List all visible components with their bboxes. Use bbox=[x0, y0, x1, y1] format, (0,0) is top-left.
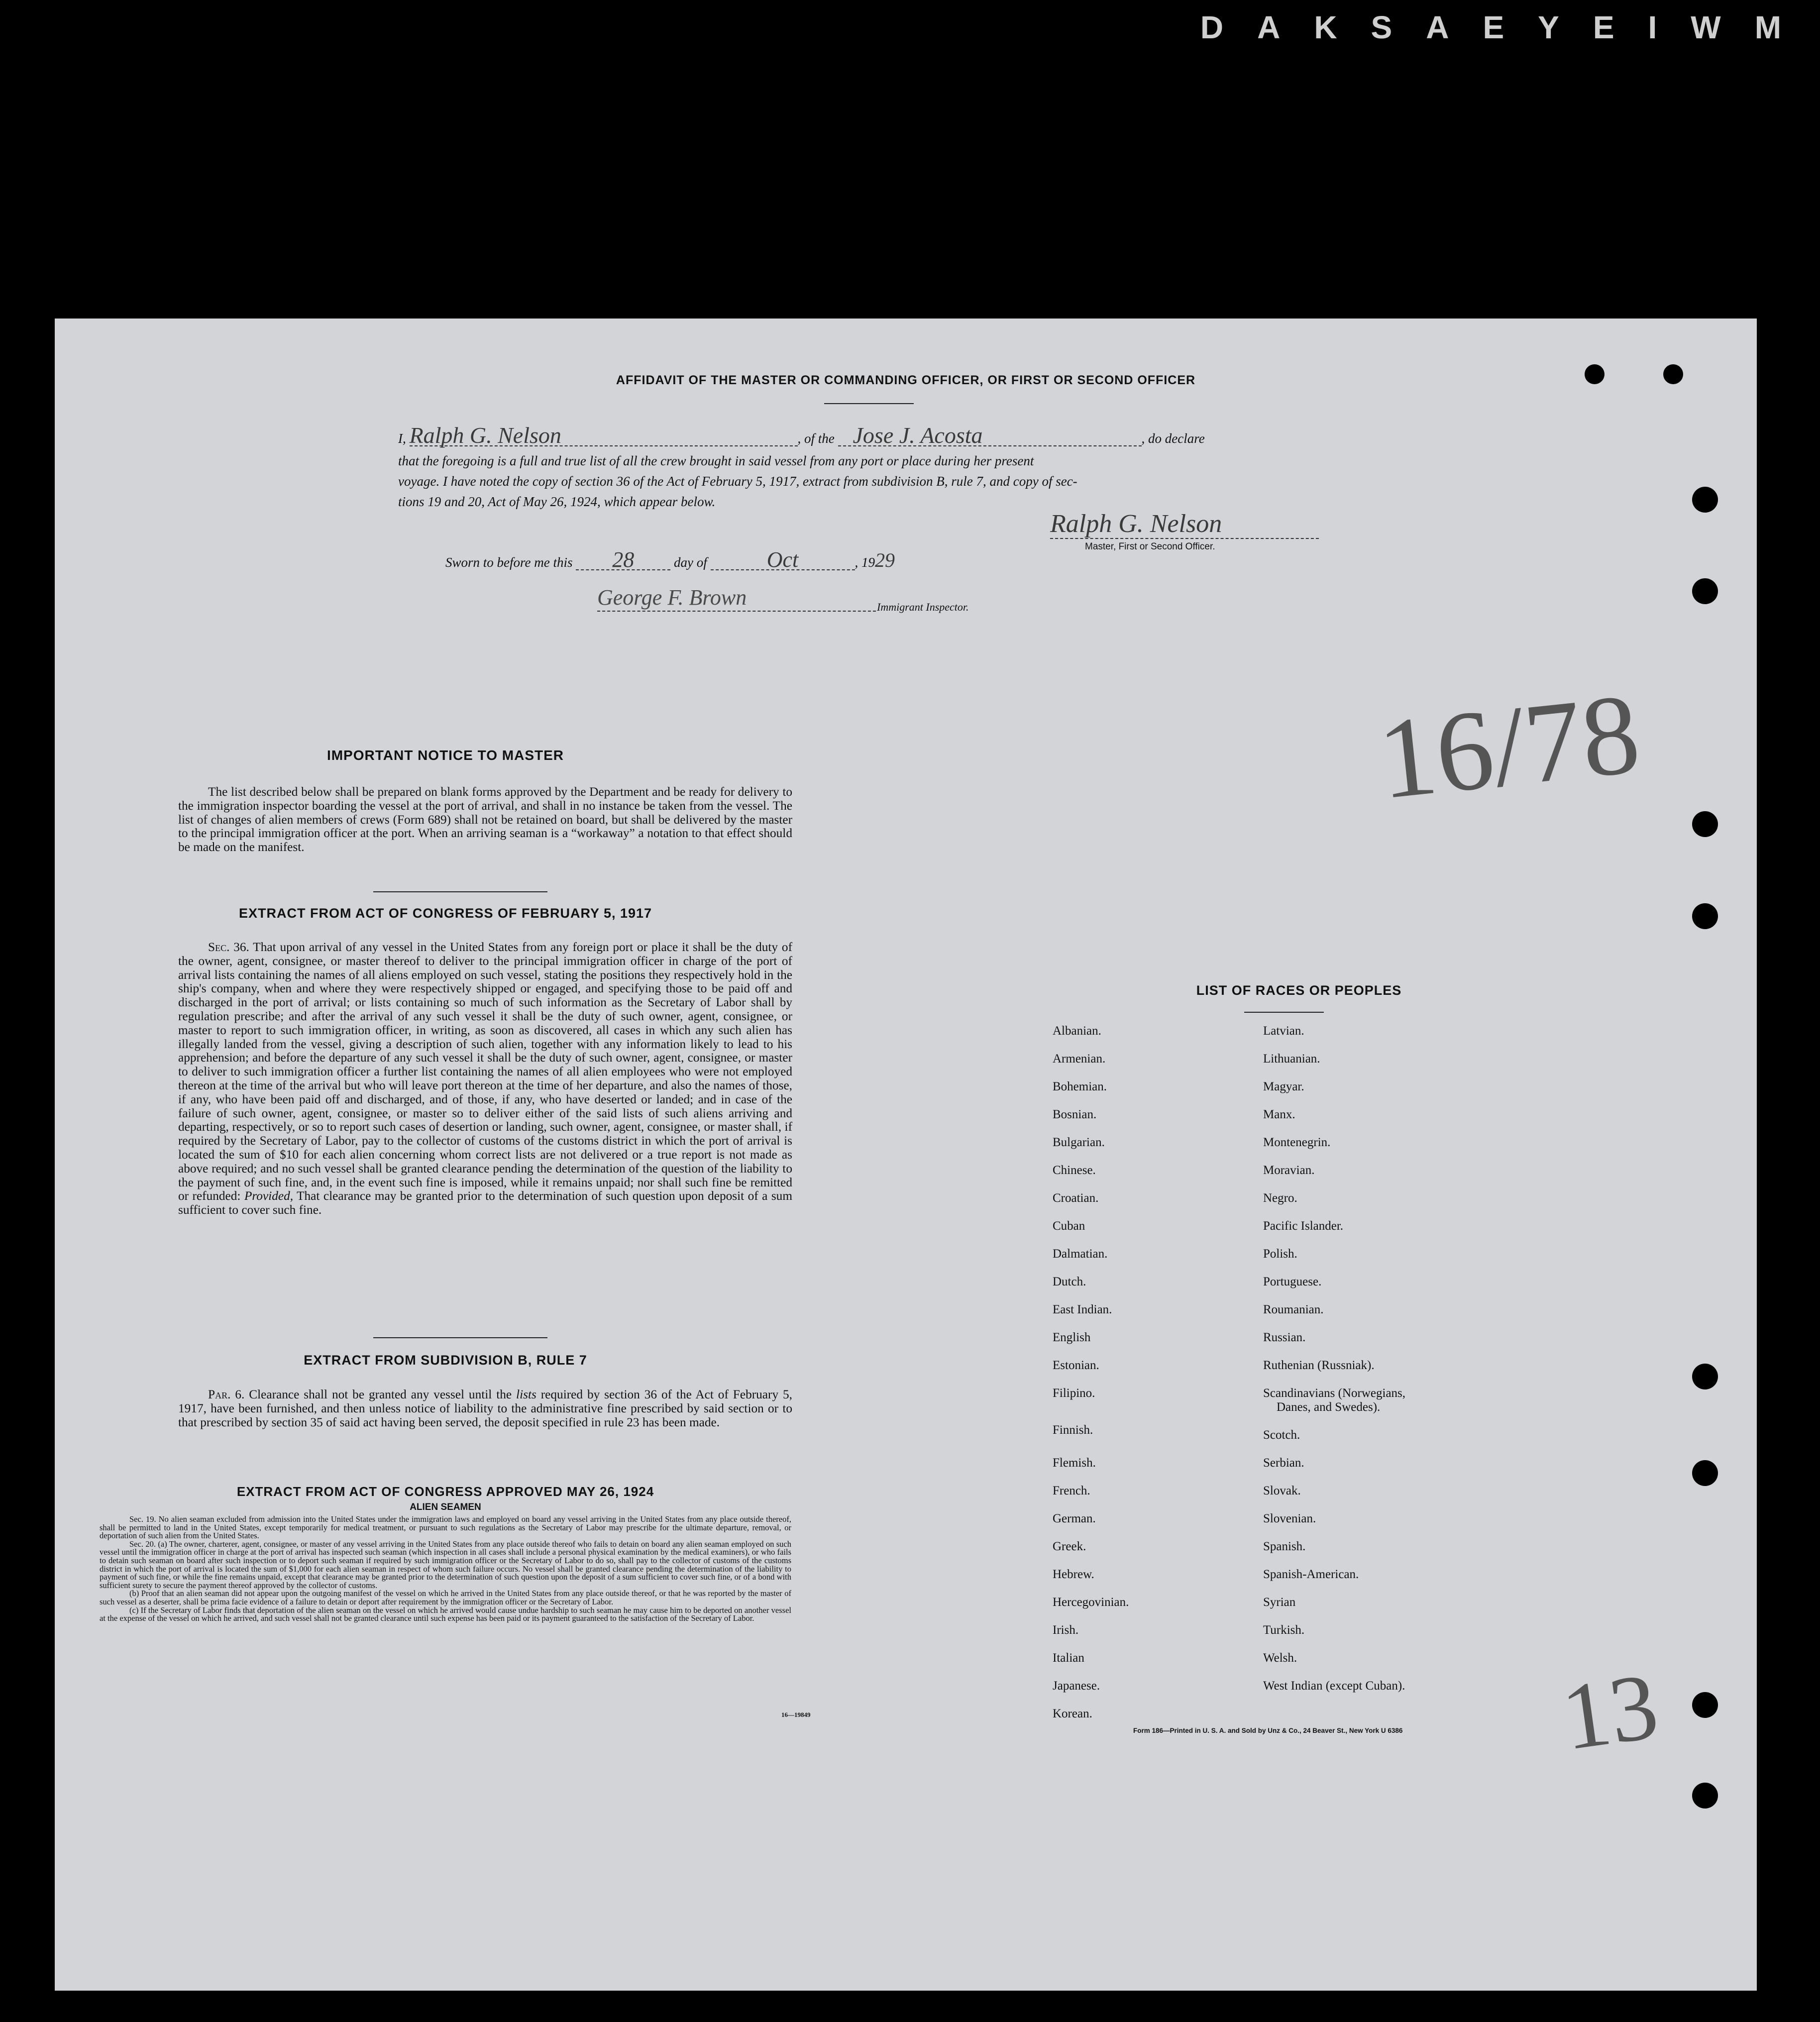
race-item: Montenegrin. bbox=[1263, 1136, 1331, 1149]
rule-7-body-a: Clearance shall not be granted any vessel until the bbox=[249, 1387, 512, 1401]
race-item: Dalmatian. bbox=[1053, 1247, 1108, 1261]
punch-hole bbox=[1692, 487, 1718, 513]
race-item: Chinese. bbox=[1053, 1164, 1096, 1177]
declaration-suffix: , do declare bbox=[1141, 431, 1205, 446]
sworn-line: Sworn to before me this 28 day of Oct , 1929 bbox=[445, 547, 895, 572]
race-item: Moravian. bbox=[1263, 1164, 1315, 1177]
race-item: Croatian. bbox=[1053, 1191, 1099, 1205]
race-item: Hebrew. bbox=[1053, 1568, 1094, 1581]
race-item: Dutch. bbox=[1053, 1275, 1086, 1288]
race-item: French. bbox=[1053, 1484, 1090, 1497]
extract-1924-title: EXTRACT FROM ACT OF CONGRESS APPROVED MAY 26, 1924 bbox=[236, 1484, 654, 1499]
race-item: Japanese. bbox=[1053, 1679, 1100, 1693]
day-of-text: day of bbox=[674, 555, 707, 570]
inspector-caption: Immigrant Inspector. bbox=[877, 601, 969, 613]
extract-1917-text bbox=[178, 941, 792, 1217]
edge-letters: DAKSAEYEIWM bbox=[1200, 9, 1815, 45]
sec-20c: (c) If the Secretary of Labor finds that deportation of the alien seaman on the vessel on which he arrived would cause undue hardship to such seaman he may cause him to be deported on another vessel at the expense of the vessel on which he arrived, and such vessel shall not be granted clearance until such expense has been paid or its payment guaranteed to the satisfaction of the Secretary of Labor. bbox=[100, 1605, 791, 1623]
race-item: Slovenian. bbox=[1263, 1512, 1316, 1525]
race-item: Bohemian. bbox=[1053, 1080, 1107, 1093]
race-item: Welsh. bbox=[1263, 1651, 1297, 1665]
notice-text: The list described below shall be prepared on blank forms approved by the Department and be ready for delivery to the immigration inspector boarding the vessel at the port of arrival, and shall in no instance be taken from the vessel. The list of changes of alien members of crews (Form 689) shall not be retained on board, but shall be delivered by the master to the principal immigration officer at the port. When an arriving seaman is a “workaway” a notation to that effect should be made on the manifest. bbox=[178, 785, 792, 854]
lists-word: lists bbox=[516, 1387, 536, 1401]
title-rule bbox=[824, 403, 914, 404]
extract-1917-title: EXTRACT FROM ACT OF CONGRESS OF FEBRUARY 5, 1917 bbox=[238, 906, 652, 921]
year-prefix: 19 bbox=[861, 555, 875, 570]
declaration-mid: , of the bbox=[797, 431, 835, 446]
sec-19: Sec. 19. No alien seaman excluded from admission into the United States under the immigration laws and employed on board any vessel arriving in the United States from any place outside thereof, shall be permitted to land in the United States, except temporarily for medical treatment, or pursuant to such regulations as the Secretary of Labor may prescribe for the ultimate departure, removal, or deportation of such alien from the United States. bbox=[100, 1514, 791, 1541]
race-item: Spanish-American. bbox=[1263, 1568, 1359, 1581]
film-edge-strip bbox=[0, 0, 1820, 60]
race-item: Russian. bbox=[1263, 1331, 1306, 1344]
race-item: Estonian. bbox=[1053, 1359, 1099, 1372]
race-item: Finnish. bbox=[1053, 1423, 1093, 1437]
section-36-label: Sec. 36. bbox=[208, 940, 249, 954]
race-item: Scotch. bbox=[1263, 1428, 1300, 1442]
race-item: Syrian bbox=[1263, 1596, 1296, 1609]
notice-title: IMPORTANT NOTICE TO MASTER bbox=[326, 747, 564, 763]
punch-hole bbox=[1692, 578, 1718, 604]
section-rule bbox=[373, 891, 547, 892]
race-item: Turkish. bbox=[1263, 1623, 1305, 1637]
punch-hole bbox=[1692, 1460, 1718, 1486]
rule-7-body-b: required by section 36 of the Act of February 5, 1917, have been furnished, and then unless notice of liability to the administrative fine prescribed by said section or to that prescribed by section 35 of said act having been served, the deposit specified in rule 23 has been made. bbox=[178, 1387, 792, 1429]
race-item: German. bbox=[1053, 1512, 1096, 1525]
sec-20a: Sec. 20. (a) The owner, charterer, agent, consignee, or master of any vessel arriving in the United States from any place outside thereof who fails to detain on board any alien seaman employed on such vessel until the immigration officer in charge at the port of arrival has inspected such seaman (which inspection in all cases shall include a personal physical examination by the medical examiners), or who fails to detain such seaman on board after such inspection or to deport such seaman if required by such immigration officer or the Secretary of Labor to do so, shall pay to the collector of customs of the customs district in which the port of arrival is located the sum of $1,000 for each alien seaman in respect of whom such failure occurs. No vessel shall be granted clearance pending the determination of the liability to payment of such fine, or while the fine remains unpaid, except that clearance may be granted prior to the determination of such question upon the deposit of a sum sufficient to cover such fine, or of a bond with sufficient surety to secure the payment thereof approved by the collector of customs. bbox=[100, 1539, 791, 1590]
print-code: 16—19849 bbox=[781, 1711, 811, 1718]
master-signature: Ralph G. Nelson bbox=[1050, 510, 1319, 539]
race-item: Lithuanian. bbox=[1263, 1052, 1320, 1065]
race-item: Ruthenian (Russniak). bbox=[1263, 1359, 1375, 1372]
sworn-text: Sworn to before me this bbox=[445, 555, 573, 570]
punch-hole bbox=[1692, 1692, 1718, 1718]
rule-7-text bbox=[178, 1388, 792, 1429]
race-item: Magyar. bbox=[1263, 1080, 1304, 1093]
race-item: Greek. bbox=[1053, 1540, 1086, 1553]
provided-word: Provided, bbox=[244, 1189, 294, 1203]
declaration-prefix: I, bbox=[398, 431, 406, 446]
race-item: Serbian. bbox=[1263, 1456, 1304, 1470]
race-item: English bbox=[1053, 1331, 1091, 1344]
rule-7-title: EXTRACT FROM SUBDIVISION B, RULE 7 bbox=[304, 1353, 587, 1368]
punch-hole bbox=[1692, 1364, 1718, 1389]
race-item: Italian bbox=[1053, 1651, 1084, 1665]
sworn-month-field: Oct bbox=[711, 550, 855, 570]
affidavit-line-1 bbox=[398, 423, 1393, 449]
race-item: Polish. bbox=[1263, 1247, 1297, 1261]
race-item: Bosnian. bbox=[1053, 1108, 1097, 1121]
race-item: Filipino. bbox=[1053, 1386, 1095, 1400]
affidavit-line-4: tions 19 and 20, Act of May 26, 1924, which appear below. bbox=[398, 494, 716, 509]
section-36-body: That upon arrival of any vessel in the United States from any foreign port or place it shall be the duty of the owner, agent, consignee, or master thereof to deliver to the principal immigration officer in charge of the port of arrival lists containing the names of all aliens employed on such vessel, stating the positions they respectively hold in the ship's company, when and where they were respectively shipped or engaged, and specifying those to be paid off and discharged in the port of arrival; or lists containing so much of such information as the Secretary of Labor shall by regulation prescribe; and after the arrival of any such vessel it shall be the duty of such owner, agent, consignee, or master to report to such immigration officer, in writing, as soon as discovered, all cases in which any such alien has illegally landed from the vessel, giving a description of such alien, together with any information likely to lead to his apprehension; and before the departure of any such vessel it shall be the duty of such owner, agent, consignee, or master to deliver to such immigration officer a further list containing the names of all alien employees who were not employed thereon at the time of the arrival but who will leave port thereon at the time of her departure, and also the names of those, if any, who have been paid off and discharged, and of those, if any, who have deserted or landed; and in case of the failure of such owner, agent, consignee, or master so to deliver either of the said lists of such aliens arriving and departing, respectively, or so to report such cases of desertion or landing, such owner, agent, consignee, or master shall, if required by the Secretary of Labor, pay to the collector of customs of the customs district in which the port of arrival is located the sum of $10 for each alien concerning whom correct lists are not delivered or a true report is not made as above required; and no such vessel shall be granted clearance pending the determination of the question of the liability to the payment of such fine, and, in the event such fine is imposed, while it remains unpaid; nor shall such fine be remitted or refunded: bbox=[178, 940, 793, 1203]
race-item: Bulgarian. bbox=[1053, 1136, 1105, 1149]
race-item: Irish. bbox=[1053, 1623, 1079, 1637]
inspector-signature: George F. Brown bbox=[597, 585, 876, 612]
sworn-year-field: 29 bbox=[875, 549, 895, 571]
race-item: Pacific Islander. bbox=[1263, 1219, 1344, 1233]
master-signature-caption: Master, First or Second Officer. bbox=[1085, 541, 1215, 552]
race-item: Spanish. bbox=[1263, 1540, 1306, 1553]
race-item: Korean. bbox=[1053, 1707, 1092, 1720]
race-item: Slovak. bbox=[1263, 1484, 1301, 1497]
sworn-day-field: 28 bbox=[576, 550, 670, 570]
race-item: Armenian. bbox=[1053, 1052, 1106, 1065]
races-title: LIST OF RACES OR PEOPLES bbox=[1196, 983, 1402, 998]
punch-hole bbox=[1692, 811, 1718, 837]
race-item: Danes, and Swedes). bbox=[1277, 1400, 1381, 1414]
race-item: Flemish. bbox=[1053, 1456, 1096, 1470]
punch-hole bbox=[1692, 1783, 1718, 1809]
master-name-field: Ralph G. Nelson bbox=[410, 426, 798, 446]
vessel-name-field: Jose J. Acosta bbox=[838, 426, 1142, 446]
punch-hole bbox=[1692, 903, 1718, 929]
section-36-end: That clearance may be granted prior to the determination of such question upon deposit of a sum sufficient to cover such fine. bbox=[178, 1189, 793, 1217]
race-item: Hercegovinian. bbox=[1053, 1596, 1129, 1609]
extract-1924-text bbox=[100, 1515, 791, 1623]
par-6-label: Par. 6. bbox=[208, 1387, 245, 1401]
affidavit-line-3: voyage. I have noted the copy of section 36 of the Act of February 5, 1917, extract from subdivision B, rule 7, and copy of sec- bbox=[398, 474, 1077, 489]
race-item: Negro. bbox=[1263, 1191, 1297, 1205]
race-item: Latvian. bbox=[1263, 1024, 1304, 1038]
race-item: West Indian (except Cuban). bbox=[1263, 1679, 1405, 1693]
race-item: Cuban bbox=[1053, 1219, 1085, 1233]
race-item: Scandinavians (Norwegians, bbox=[1263, 1386, 1406, 1400]
race-item: Manx. bbox=[1263, 1108, 1295, 1121]
race-item: East Indian. bbox=[1053, 1303, 1112, 1316]
race-item: Roumanian. bbox=[1263, 1303, 1324, 1316]
race-item: Portuguese. bbox=[1263, 1275, 1322, 1288]
race-item: Albanian. bbox=[1053, 1024, 1101, 1038]
sec-20b: (b) Proof that an alien seaman did not appear upon the outgoing manifest of the vessel on which he arrived in the United States from any place outside thereof, or that he was reported by the master of such vessel as a deserter, shall be prima facie evidence of a failure to detain or deport after requirement by the immigration officer or the Secretary of Labor. bbox=[100, 1589, 791, 1606]
pencil-note-top: 16/78 bbox=[1373, 669, 1645, 823]
affidavit-line-2: that the foregoing is a full and true list of all the crew brought in said vessel from any port or place during her present bbox=[398, 453, 1034, 468]
affidavit-title: AFFIDAVIT OF THE MASTER OR COMMANDING OFFICER, OR FIRST OR SECOND OFFICER bbox=[616, 373, 1196, 387]
pencil-note-bottom: 13 bbox=[1556, 1653, 1664, 1771]
races-title-rule bbox=[1244, 1012, 1324, 1013]
section-rule bbox=[373, 1337, 547, 1338]
form-sheet bbox=[55, 319, 1757, 1991]
form-footer: Form 186—Printed in U. S. A. and Sold by Unz & Co., 24 Beaver St., New York U 6386 bbox=[1133, 1727, 1403, 1734]
alien-seamen-subtitle: ALIEN SEAMEN bbox=[410, 1502, 481, 1512]
